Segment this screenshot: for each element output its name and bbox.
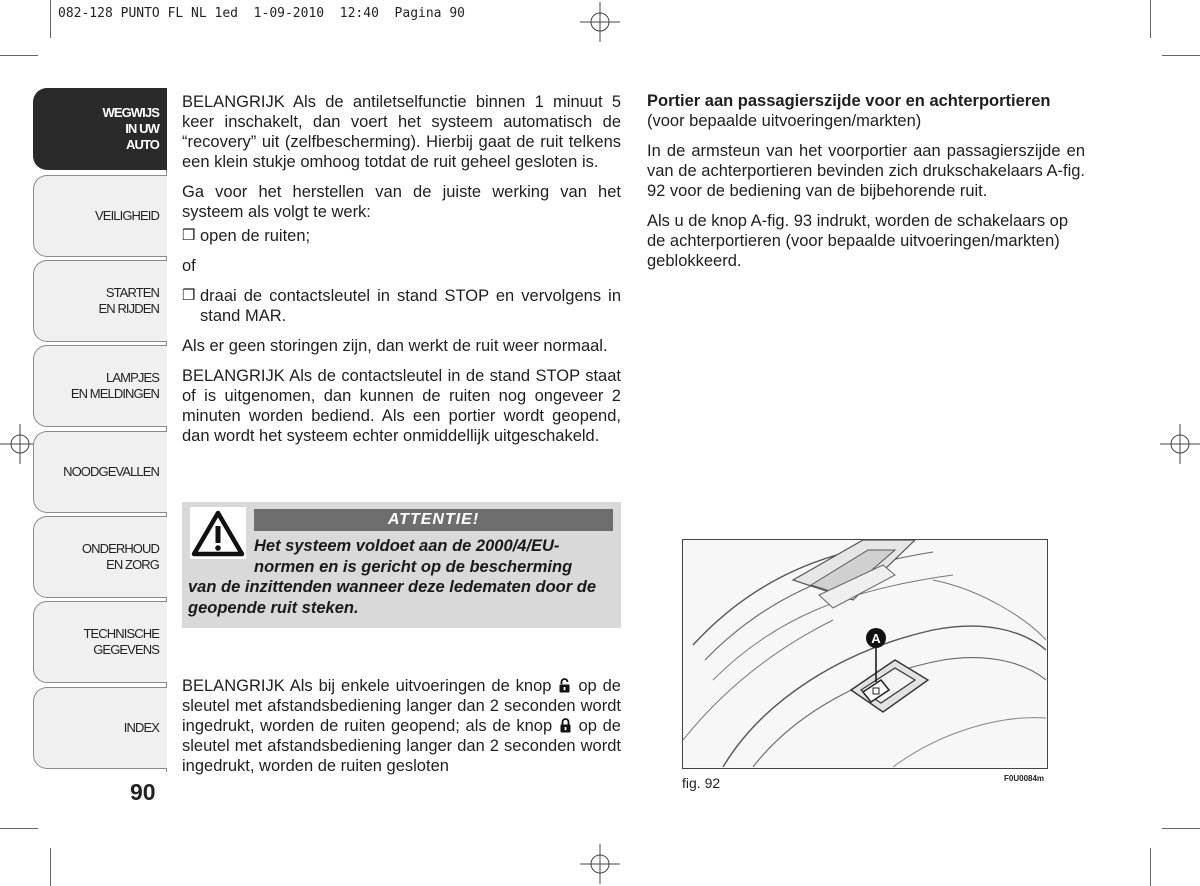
paragraph: Als er geen storingen zijn, dan werkt de ruit weer normaal. [182,337,608,355]
registration-mark-icon [580,844,620,884]
tab-noodgevallen[interactable]: NOODGEVALLEN [33,431,167,513]
crop-mark [1150,848,1151,886]
crop-mark [1150,0,1151,38]
crop-mark [1162,828,1200,829]
left-column [182,92,621,456]
checkbox-bullet-icon: ❒ [182,227,196,244]
tab-lampjes[interactable]: LAMPJES EN MELDINGEN [33,345,167,427]
figure-label-a: A [871,631,881,646]
tab-veiligheid[interactable]: VEILIGHEID [33,175,167,257]
crop-mark [50,0,51,38]
right-column [647,91,1085,281]
tab-onderhoud[interactable]: ONDERHOUD EN ZORG [33,516,167,598]
or-text: of [182,257,196,275]
figure-caption: fig. 92 [682,775,721,791]
print-header: 082-128 PUNTO FL NL 1ed 1-09-2010 12:40 Pagina 90 [58,6,465,21]
paragraph: BELANGRIJK Als bij enkele uitvoeringen de knop op de sleutel met afstandsbediening langer dan 2 seconden wordt ingedrukt, worden de ruiten geopend; als de knop op de sleutel met afstandsbediening langer dan 2 seconden wordt ingedrukt, worden de ruiten gesloten [182,677,621,775]
crop-mark [50,848,51,886]
tab-wegwijs[interactable]: WEGWIJS IN UW AUTO [33,88,167,170]
crop-mark [0,55,38,56]
warning-text: Het systeem voldoet aan de 2000/4/EU-normen en is gericht op de bescherming van de inzittenden wanneer deze ledematen door de geopende ruit steken. [188,537,597,617]
warning-box [182,502,621,628]
checkbox-bullet-icon: ❒ [182,287,196,304]
section-subheading: (voor bepaalde uitvoeringen/markten) [647,112,922,130]
figure-92 [682,539,1048,769]
unlock-icon [559,678,570,693]
bullet-item: ❒ open de ruiten; [182,227,311,245]
door-armrest-illustration [683,540,1046,767]
crop-mark [1162,55,1200,56]
paragraph: Als u de knop A-fig. 93 indrukt, worden de schakelaars op de achterportieren (voor bepaalde uitvoeringen/markten) geblokkeerd. [647,212,1068,270]
lock-icon [560,718,571,733]
tab-starten[interactable]: STARTEN EN RIJDEN [33,260,167,342]
paragraph: BELANGRIJK Als de antiletselfunctie binnen 1 minuut 5 keer inschakelt, dan voert het systeem automatisch de “recovery” uit (zelfbescherming). Hierbij gaat de ruit telkens een klein stukje omhoog totdat de ruit geheel gesloten is. [182,93,621,171]
figure-code: F0U0084m [1004,774,1045,783]
tab-technische[interactable]: TECHNISCHE GEGEVENS [33,601,167,683]
left-column-bottom [182,676,621,786]
bullet-item: ❒ draai de contactsleutel in stand STOP en vervolgens in stand MAR. [182,287,621,325]
registration-mark-icon [580,2,620,42]
paragraph: BELANGRIJK Als de contactsleutel in de stand STOP staat of is uitgenomen, dan kunnen de ruiten nog ongeveer 2 minuten worden bediend. Als een portier wordt geopend, dan wordt het systeem echter onmiddellijk uitgeschakeld. [182,367,621,445]
section-heading: Portier aan passagierszijde voor en achterportieren [647,92,1051,110]
paragraph: Ga voor het herstellen van de juiste werking van het systeem als volgt te werk: [182,183,621,221]
paragraph: In de armsteun van het voorportier aan passagierszijde en van de achterportieren bevinden zich drukschakelaars A-fig. 92 voor de bediening van de bijbehorende ruit. [647,142,1085,200]
registration-mark-icon [1160,424,1200,464]
warning-title: ATTENTIE! [254,509,613,531]
tab-index[interactable]: INDEX [33,687,167,769]
crop-mark [0,828,38,829]
page-number: 90 [130,779,156,805]
